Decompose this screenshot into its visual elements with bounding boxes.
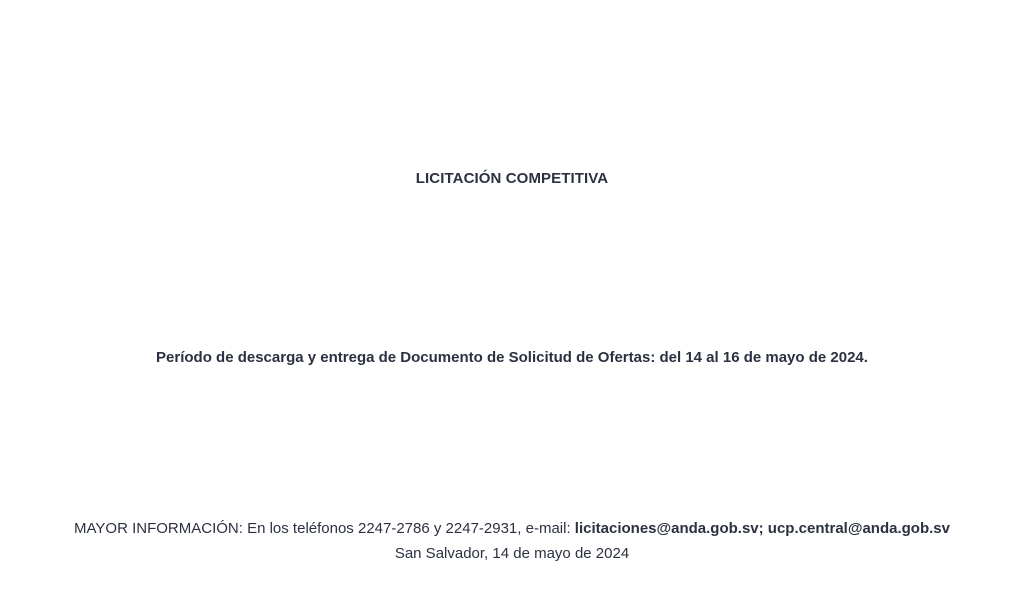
contact-prefix: MAYOR INFORMACIÓN: En los teléfonos 2247-2786 y 2247-2931, e-mail: bbox=[74, 520, 575, 537]
document-title: LICITACIÓN COMPETITIVA bbox=[415, 170, 609, 187]
period-text: Período de descarga y entrega de Documento de Solicitud de Ofertas: del 14 al 16 de mayo de 2024. bbox=[156, 349, 868, 366]
place-date: San Salvador, 14 de mayo de 2024 bbox=[394, 545, 630, 562]
contact-emails: licitaciones@anda.gob.sv; ucp.central@anda.gob.sv bbox=[574, 520, 950, 537]
contact-info bbox=[0, 520, 1024, 537]
